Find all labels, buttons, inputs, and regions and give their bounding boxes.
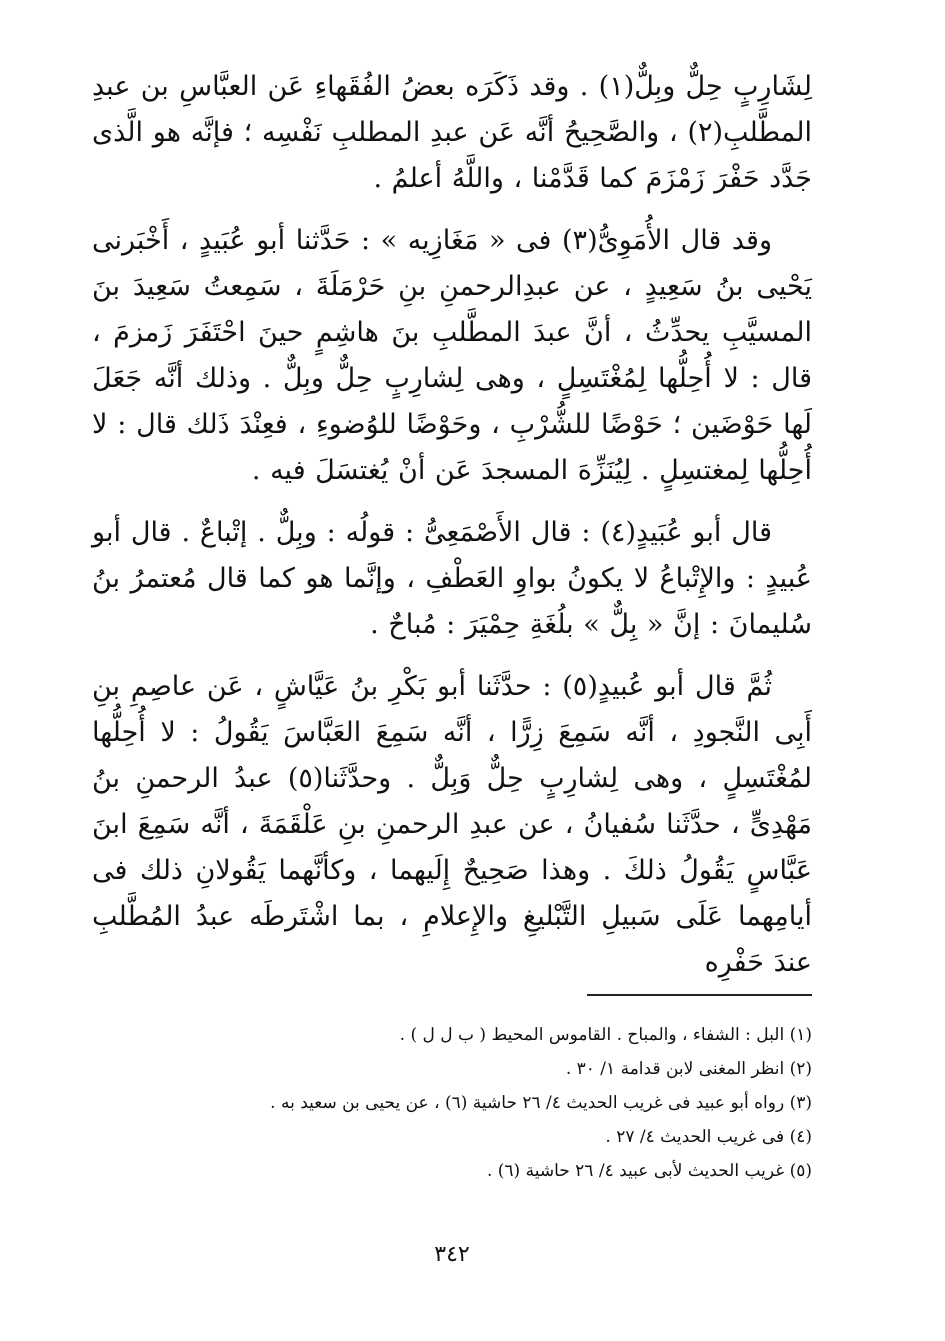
footnote: (٥) غريب الحديث لأبى عبيد ٤/ ٢٦ حاشية (٦) . — [486, 1161, 812, 1181]
footnote-divider — [587, 994, 812, 996]
main-text — [92, 64, 812, 986]
footnote: (١) البل : الشفاء ، والمباح . القاموس المحيط ( ب ل ل ) . — [399, 1025, 812, 1045]
paragraph: وقد قال الأُمَوِىُّ(٣) فى « مَغَازِيه » : حَدَّثنا أبو عُبَيدٍ ، أَخْبَرنى يَحْيى بنُ سَعِيدٍ ، عن عبدِالرحمنِ بنِ حَرْمَلَةَ ، سَمِعتُ سَعِيدَ بنَ المسيَّبِ يحدِّثُ ، أنَّ عبدَ المطَّلبِ بنَ هاشِمٍ حينَ احْتَفَرَ زَمزمَ ، قال : لا أُحِلُّها لِمُغْتَسِلٍ ، وهى لِشارِبٍ حِلٌّ وبِلٌّ . وذلك أنَّه جَعَلَ لَها حَوْضَين ؛ حَوْضًا للشُّرْبِ ، وحَوْضًا للوُضوءِ ، فعِنْدَ ذَلك قال : لا أُحِلُّها لِمغتسِلٍ . لِيُنَزِّهَ المسجدَ عَن أنْ يُغتسَلَ فيه . — [92, 225, 812, 486]
paragraph: لِشَارِبٍ حِلٌّ وبِلٌّ(١) . وقد ذَكَرَه بعضُ الفُقَهاءِ عَن العبَّاسِ بن عبدِ المطَّلبِ(٢) ، والصَّحِيحُ أنَّه عَن عبدِ المطلبِ نَفْسِه ؛ فإنَّه هو الَّذى جَدَّد حَفْرَ زَمْزَمَ كما قَدَّمْنا ، واللَّهُ أعلمُ . — [92, 71, 812, 194]
footnote: (٣) رواه أبو عبيد فى غريب الحديث ٤/ ٢٦ حاشية (٦) ، عن يحيى بن سعيد به . — [270, 1093, 812, 1113]
footnote: (٢) انظر المغنى لابن قدامة ١/ ٣٠ . — [565, 1059, 812, 1079]
paragraph: ثُمَّ قال أبو عُبيدٍ(٥) : حدَّثَنا أبو بَكْرِ بنُ عَيَّاشٍ ، عَن عاصِمِ بنِ أَبِى النَّجودِ ، أنَّه سَمِعَ زِرًّا ، أنَّه سَمِعَ العَبَّاسَ يَقُولُ : لا أُحِلُّها لمُغْتَسِلٍ ، وهى لِشارِبٍ حِلٌّ وَبِلٌّ . وحدَّثَنا(٥) عبدُ الرحمنِ بنُ مَهْدِىٍّ ، حدَّثَنا سُفيانُ ، عن عبدِ الرحمنِ بنِ عَلْقَمَةَ ، أنَّه سَمِعَ ابنَ عَبَّاسٍ يَقُولُ ذلكَ . وهذا صَحِيحٌ إِلَيهما ، وكأنَّهما يَقُولانِ ذلك فى أيامِهما عَلَى سَبيلِ التَّبْليغِ والإِعلامِ ، بما اشْتَرطَه عبدُ المُطَّلبِ عندَ حَفْرِه — [92, 671, 812, 978]
book-page — [92, 64, 812, 1304]
footnote: (٤) فى غريب الحديث ٤/ ٢٧ . — [605, 1127, 812, 1147]
page-number: ٣٤٢ — [434, 1242, 470, 1267]
footnotes-list — [92, 1018, 812, 1188]
paragraph: قال أبو عُبَيدٍ(٤) : قال الأَصْمَعِىُّ : قولُه : وبِلٌّ . إتْباعٌ . قال أبو عُبيدٍ : والإِتْباعُ لا يكونُ بواوِ العَطْفِ ، وإنَّما هو كما قال مُعتمرُ بنُ سُليمانَ : إنَّ « بِلٌّ » بلُغَةِ حِمْيَرَ : مُباحٌ . — [92, 517, 812, 640]
